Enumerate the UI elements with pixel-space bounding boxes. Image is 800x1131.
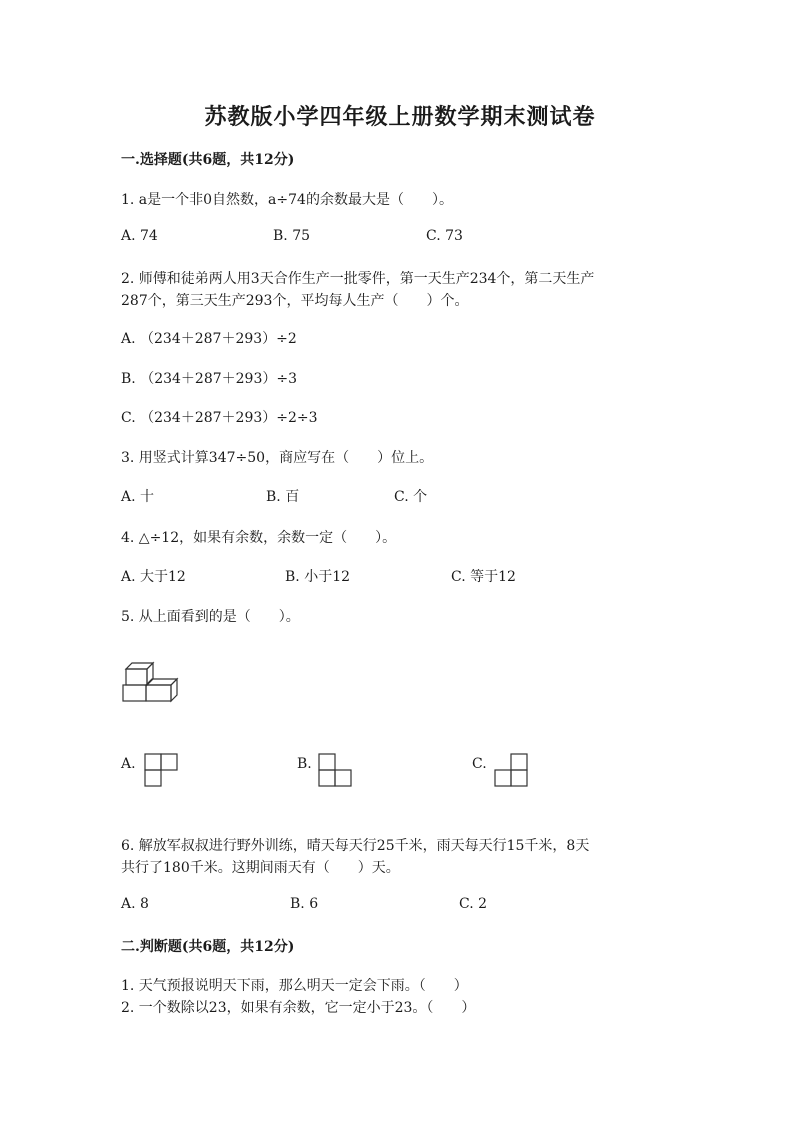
question-4-text: 4. △÷12，如果有余数，余数一定（ ）。 <box>121 530 397 546</box>
question-5-option-c: C. <box>472 756 487 772</box>
question-5-text: 5. 从上面看到的是（ ）。 <box>121 609 300 625</box>
question-1-option-a: A. 74 <box>121 228 158 244</box>
question-6-option-c: C. 2 <box>459 896 488 912</box>
question-2-option-c: C. （234＋287＋293）÷2÷3 <box>121 410 318 426</box>
question-4-option-c: C. 等于12 <box>451 569 516 585</box>
question-6-option-a: A. 8 <box>121 896 149 912</box>
question-3-option-c: C. 个 <box>394 489 428 505</box>
question-5-option-b: B. <box>297 756 312 772</box>
question-6-text-line-1: 6. 解放军叔叔进行野外训练，晴天每天行25千米，雨天每天行15千米，8天 <box>121 838 590 854</box>
question-6-text-line-2: 共行了180千米。这期间雨天有（ ）天。 <box>121 860 400 876</box>
option-a-topview-icon <box>144 753 178 787</box>
question-4-option-a: A. 大于12 <box>121 569 186 585</box>
question-3-text: 3. 用竖式计算347÷50，商应写在（ ）位上。 <box>121 450 434 466</box>
question-2-option-b: B. （234＋287＋293）÷3 <box>121 371 297 387</box>
question-1-option-b: B. 75 <box>273 228 311 244</box>
question-2-text-line-1: 2. 师傅和徒弟两人用3天合作生产一批零件，第一天生产234个，第二天生产 <box>121 271 595 287</box>
section-heading-choice: 一.选择题(共6题，共12分) <box>121 152 295 168</box>
question-3-option-b: B. 百 <box>266 489 300 505</box>
page-title: 苏教版小学四年级上册数学期末测试卷 <box>204 104 596 130</box>
section-heading-judgement: 二.判断题(共6题，共12分) <box>121 939 295 955</box>
question-6-option-b: B. 6 <box>290 896 319 912</box>
question-1-option-c: C. 73 <box>426 228 463 244</box>
question-3-option-a: A. 十 <box>121 489 155 505</box>
question-1-text: 1. a是一个非0自然数，a÷74的余数最大是（ ）。 <box>121 192 453 208</box>
cube-stack-figure <box>121 660 181 705</box>
option-b-topview-icon <box>318 753 352 787</box>
question-2-option-a: A. （234＋287＋293）÷2 <box>121 331 297 347</box>
question-4-option-b: B. 小于12 <box>285 569 351 585</box>
judgement-question-2: 2. 一个数除以23，如果有余数，它一定小于23。（ ） <box>121 1000 476 1016</box>
question-2-text-line-2: 287个，第三天生产293个，平均每人生产（ ）个。 <box>121 293 469 309</box>
option-c-topview-icon <box>494 753 528 787</box>
question-5-option-a: A. <box>121 756 136 772</box>
judgement-question-1: 1. 天气预报说明天下雨，那么明天一定会下雨。（ ） <box>121 978 468 994</box>
